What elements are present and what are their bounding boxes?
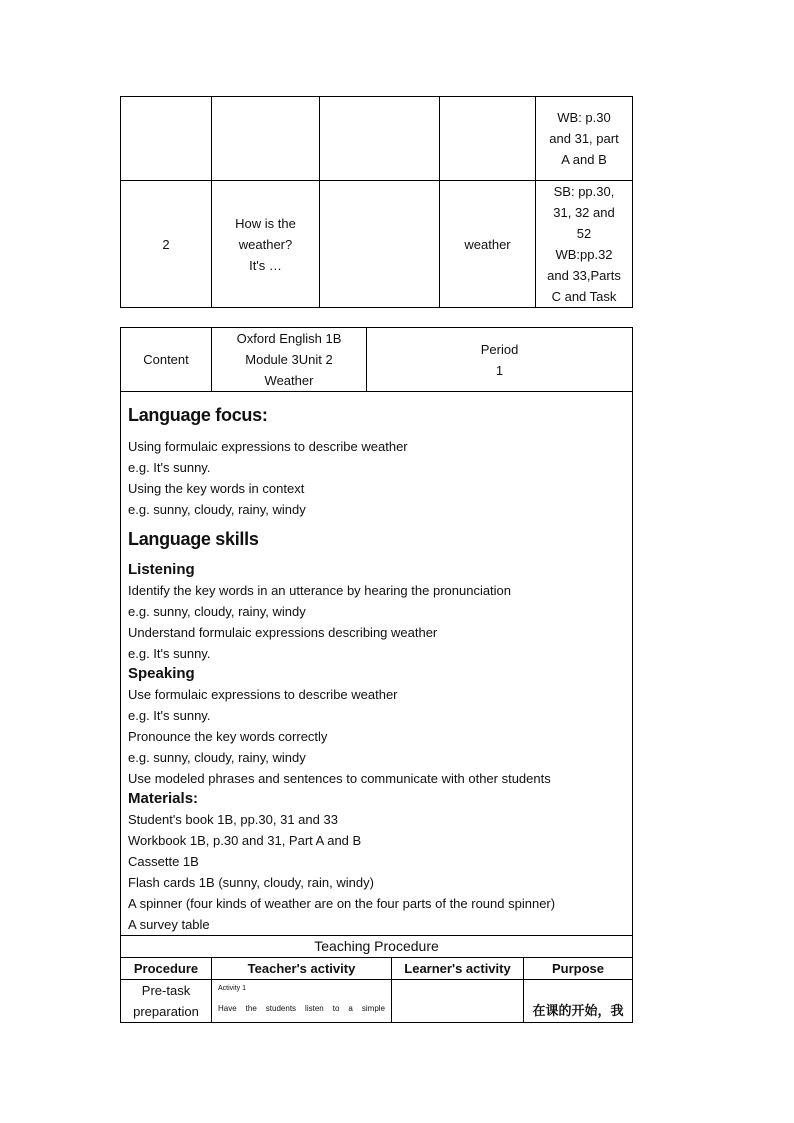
activity-title: Activity 1 xyxy=(218,985,247,992)
header-teacher-activity: Teacher's activity xyxy=(212,958,392,980)
resources-cell: SB: pp.30, 31, 32 and 52 WB:pp.32 and 33,Parts C and Task xyxy=(536,181,633,308)
list-item: e.g. sunny, cloudy, rainy, windy xyxy=(128,502,306,517)
list-item: A survey table xyxy=(128,917,210,932)
list-item: Flash cards 1B (sunny, cloudy, rain, windy) xyxy=(128,875,374,890)
vocab-cell xyxy=(440,97,536,181)
resources-cell: WB: p.30 and 31, part A and B xyxy=(536,97,633,181)
vocab-cell: weather xyxy=(440,181,536,308)
procedure-row xyxy=(121,980,633,1023)
objectives-row xyxy=(121,392,633,936)
list-item: Cassette 1B xyxy=(128,854,199,869)
objectives-cell xyxy=(121,392,633,936)
activity-description: Have the students listen to a simple xyxy=(218,1004,385,1013)
blank-cell xyxy=(320,181,440,308)
list-item: e.g. sunny, cloudy, rainy, windy xyxy=(128,750,306,765)
period-cell: 2 xyxy=(121,181,212,308)
period-cell xyxy=(121,97,212,181)
list-item: Student's book 1B, pp.30, 31 and 33 xyxy=(128,812,338,827)
teacher-activity-cell xyxy=(212,980,392,1023)
purpose-cell: 在课的开始，我 xyxy=(524,980,633,1023)
list-item: Understand formulaic expressions describing weather xyxy=(128,625,438,640)
table-row xyxy=(121,181,633,308)
list-item: Using formulaic expressions to describe weather xyxy=(128,439,408,454)
list-item: Using the key words in context xyxy=(128,481,305,496)
materials-heading: Materials: xyxy=(128,790,199,807)
header-procedure: Procedure xyxy=(121,958,212,980)
speaking-heading: Speaking xyxy=(128,665,195,682)
listening-heading: Listening xyxy=(128,561,195,578)
procedure-stage: Pre-task preparation xyxy=(121,980,212,1023)
list-item: e.g. It's sunny. xyxy=(128,460,211,475)
schedule-table xyxy=(120,96,633,308)
content-label: Content xyxy=(121,328,212,392)
header-learner-activity: Learner's activity xyxy=(392,958,524,980)
period-cell: Period 1 xyxy=(367,328,633,392)
procedure-title-row xyxy=(121,936,633,958)
list-item: e.g. sunny, cloudy, rainy, windy xyxy=(128,604,306,619)
language-cell xyxy=(212,97,320,181)
list-item: Pronounce the key words correctly xyxy=(128,729,328,744)
content-row xyxy=(121,328,633,392)
list-item: Use formulaic expressions to describe weather xyxy=(128,687,398,702)
procedure-title: Teaching Procedure xyxy=(121,936,633,958)
blank-cell xyxy=(320,97,440,181)
list-item: e.g. It's sunny. xyxy=(128,708,211,723)
list-item: A spinner (four kinds of weather are on the four parts of the round spinner) xyxy=(128,896,556,911)
list-item: e.g. It's sunny. xyxy=(128,646,211,661)
list-item: Use modeled phrases and sentences to communicate with other students xyxy=(128,771,551,786)
lesson-plan-table xyxy=(120,327,633,1023)
table-row xyxy=(121,97,633,181)
list-item: Workbook 1B, p.30 and 31, Part A and B xyxy=(128,833,362,848)
language-focus-heading: Language focus: xyxy=(128,405,268,425)
course-cell: Oxford English 1B Module 3Unit 2 Weather xyxy=(212,328,367,392)
language-cell: How is the weather? It's … xyxy=(212,181,320,308)
list-item: Identify the key words in an utterance by hearing the pronunciation xyxy=(128,583,512,598)
procedure-header-row xyxy=(121,958,633,980)
language-skills-heading: Language skills xyxy=(128,529,259,549)
header-purpose: Purpose xyxy=(524,958,633,980)
learner-activity-cell xyxy=(392,980,524,1023)
